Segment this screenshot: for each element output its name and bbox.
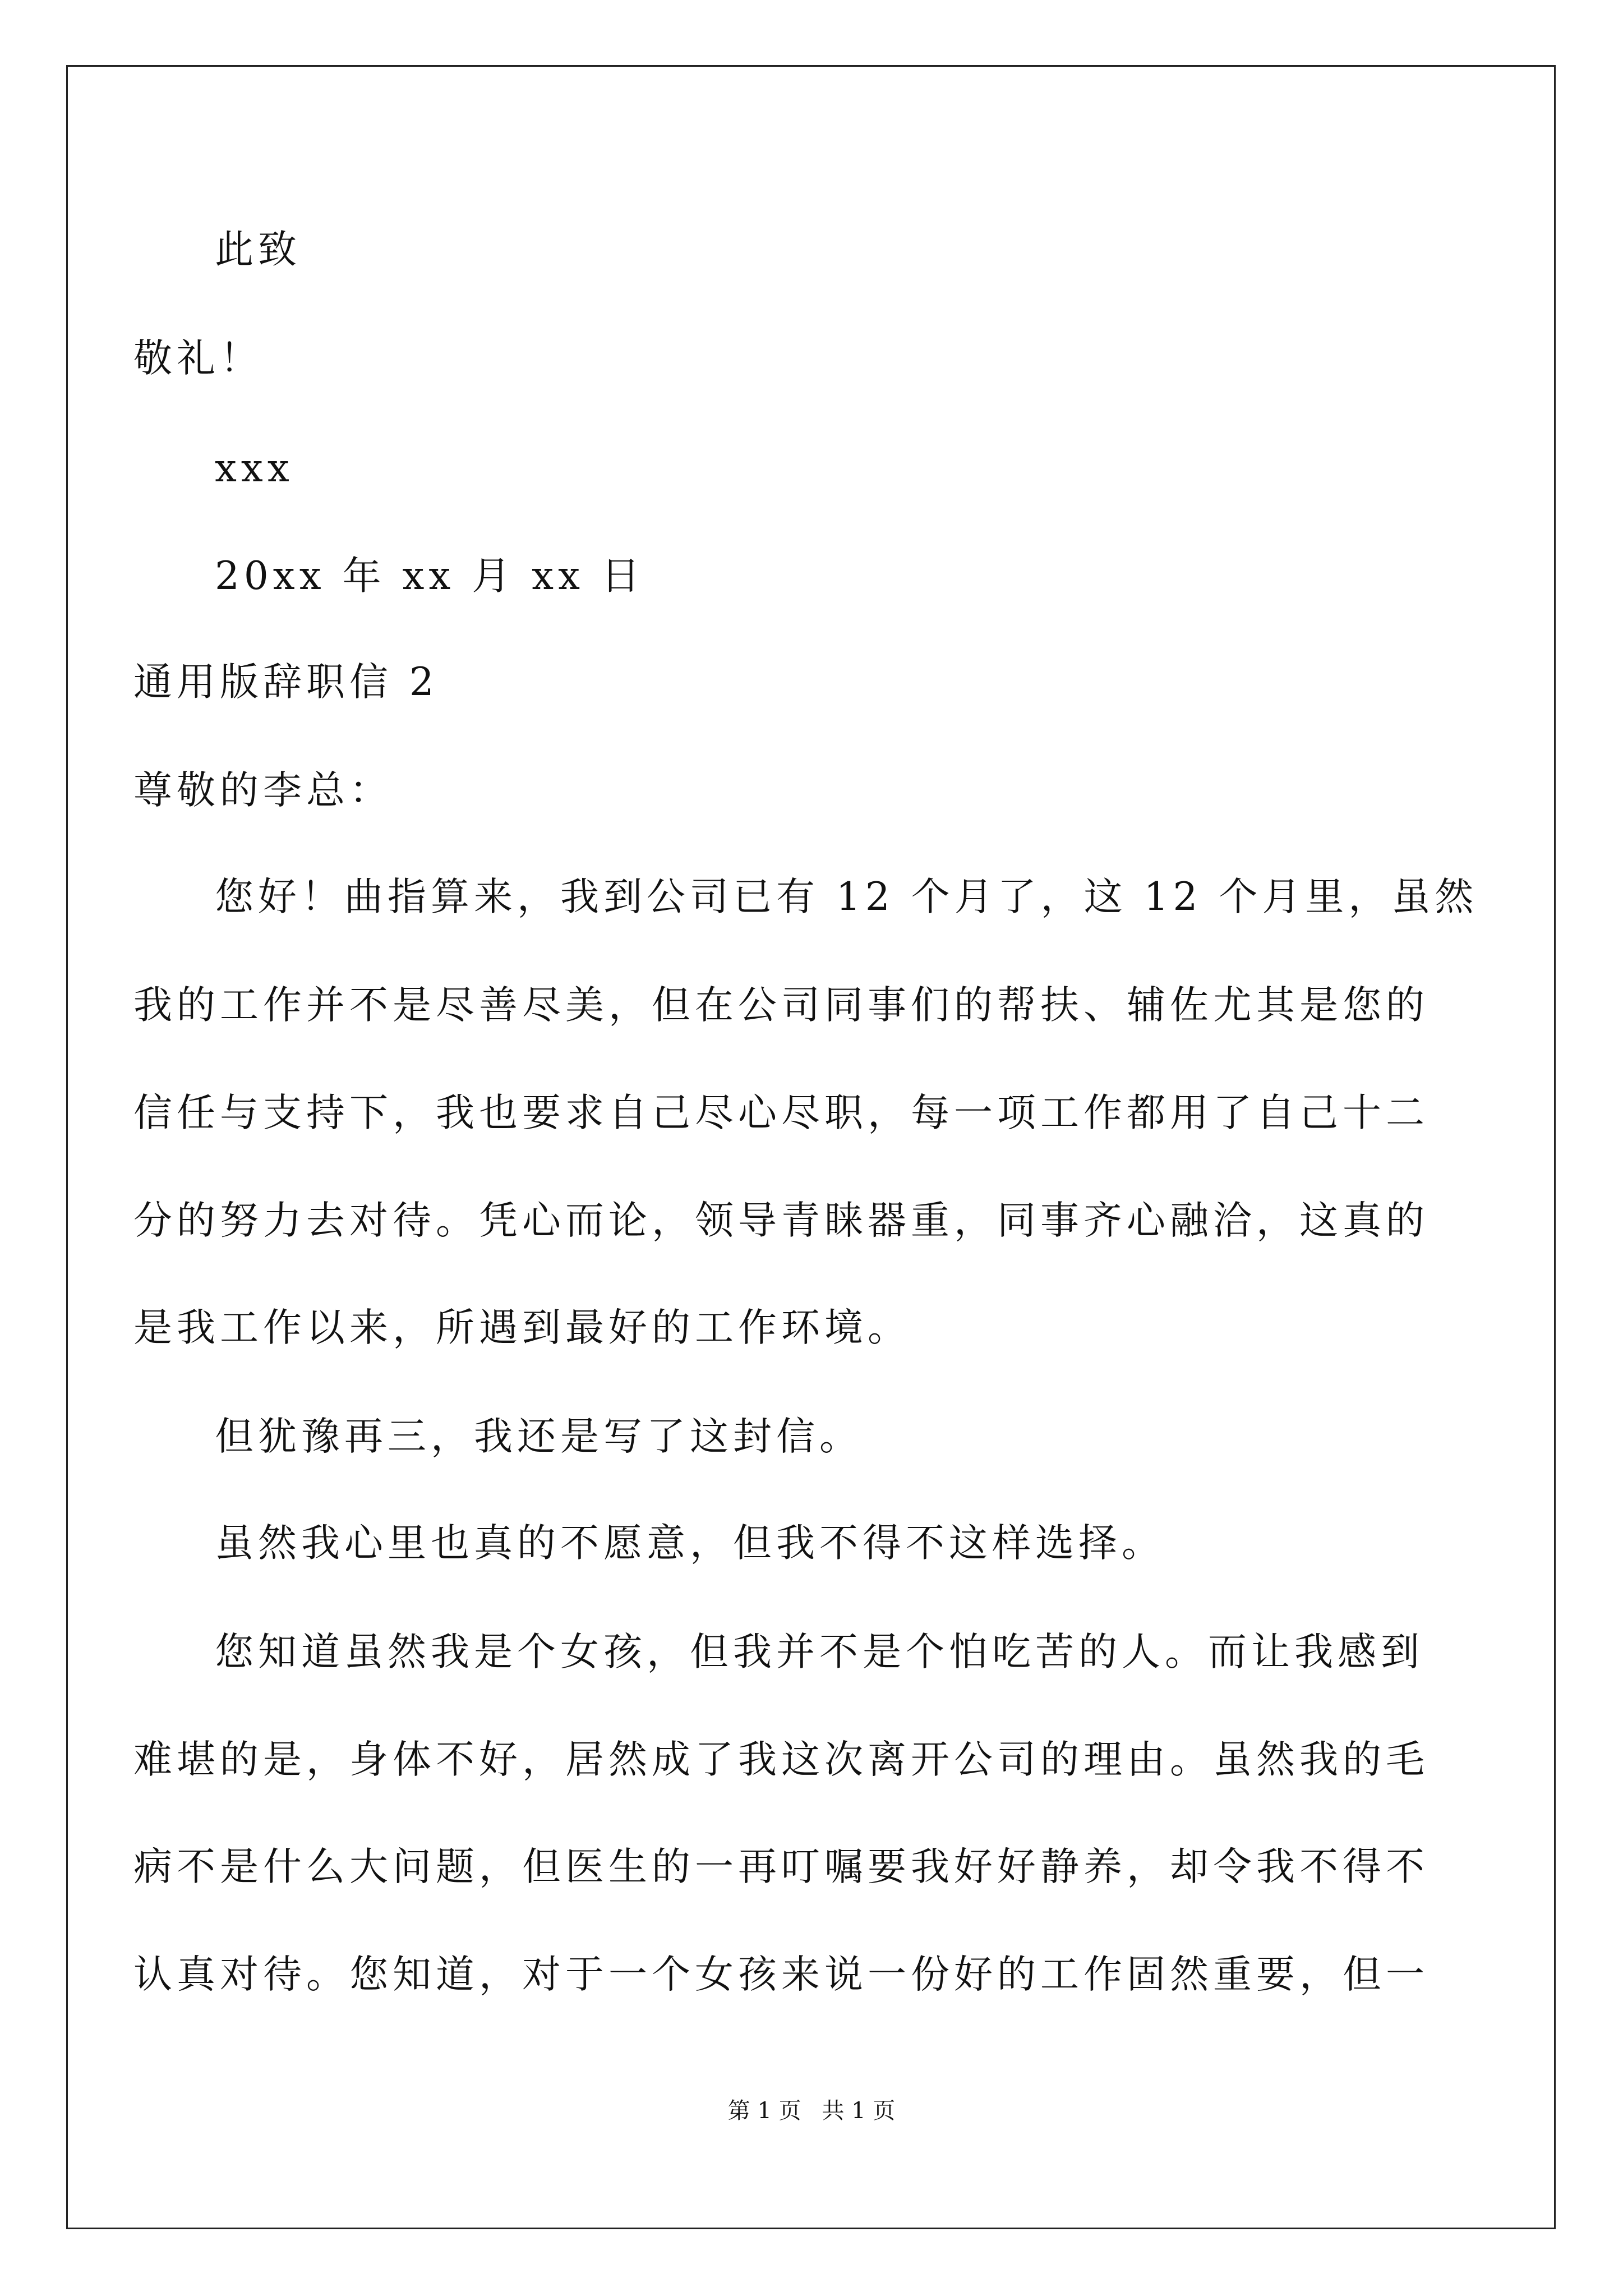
paragraph2: 但犹豫再三，我还是写了这封信。 — [215, 1414, 863, 1459]
paragraph4-line: 病不是什么大问题，但医生的一再叮嘱要我好好静养，却令我不得不 — [133, 1844, 1429, 1889]
page-border — [66, 65, 1556, 2229]
signature: xxx — [215, 446, 294, 491]
paragraph4-line: 难堪的是，身体不好，居然成了我这次离开公司的理由。虽然我的毛 — [133, 1737, 1429, 1782]
paragraph1-line: 分的努力去对待。凭心而论，领导青睐器重，同事齐心融洽，这真的 — [133, 1198, 1429, 1243]
closing-regards: 敬礼！ — [133, 336, 263, 381]
page-number: 第 1 页 — [727, 2098, 801, 2124]
letter-title: 通用版辞职信 2 — [133, 660, 439, 705]
paragraph1-line: 我的工作并不是尽善尽美，但在公司同事们的帮扶、辅佐尤其是您的 — [133, 983, 1429, 1028]
paragraph1-line: 信任与支持下，我也要求自己尽心尽职，每一项工作都用了自己十二 — [133, 1091, 1429, 1135]
paragraph4-line: 认真对待。您知道，对于一个女孩来说一份好的工作固然重要，但一 — [133, 1952, 1429, 1997]
closing-salutation: 此致 — [215, 227, 301, 272]
paragraph4-line: 您知道虽然我是个女孩，但我并不是个怕吃苦的人。而让我感到 — [215, 1630, 1424, 1674]
date-line: 20xx 年 xx 月 xx 日 — [215, 554, 644, 599]
page-total: 共 1 页 — [822, 2098, 896, 2124]
paragraph1-line: 您好！曲指算来，我到公司已有 12 个月了，这 12 个月里，虽然 — [215, 875, 1478, 919]
letter-greeting: 尊敬的李总： — [133, 768, 393, 813]
page-footer — [0, 2097, 1623, 2125]
paragraph1-line: 是我工作以来，所遇到最好的工作环境。 — [133, 1305, 911, 1350]
paragraph3: 虽然我心里也真的不愿意，但我不得不这样选择。 — [215, 1521, 1165, 1566]
